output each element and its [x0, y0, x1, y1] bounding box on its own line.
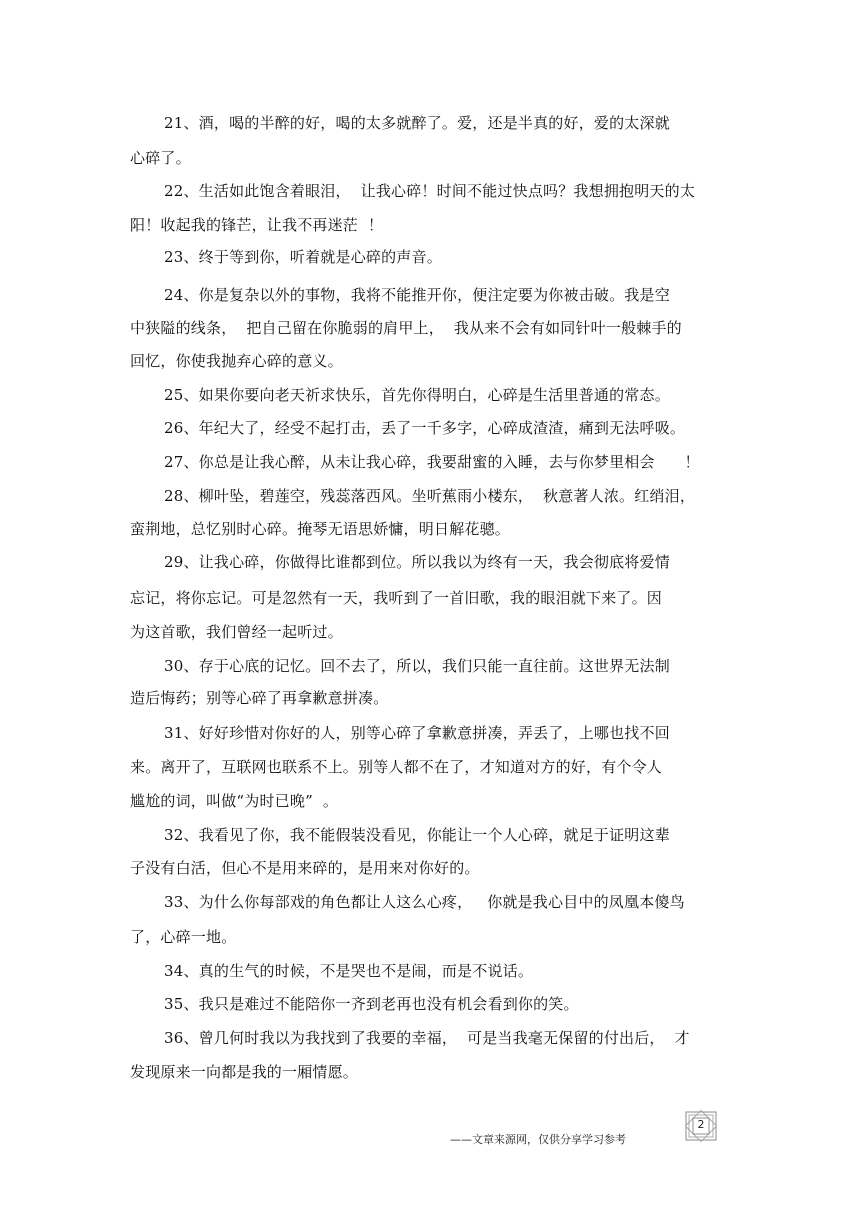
text-line: 32、我看见了你，我不能假装没看见，你能让一个人心碎，就足于证明这辈 [164, 826, 670, 844]
text-line: 26、年纪大了，经受不起打击，丢了一千多字，心碎成渣渣，痛到无法呼吸。 [164, 419, 686, 437]
footer-source-note: ——文章来源网，仅供分享学习参考 [450, 1133, 626, 1146]
text-line: 34、真的生气的时候，不是哭也不是闹，而是不说话。 [164, 962, 534, 980]
text-line: 造后悔药；别等心碎了再拿歉意拼凑。 [130, 689, 389, 707]
text-line: 28、柳叶坠，碧莲空，残蕊落西风。坐听蕉雨小楼东， 秋意著人浓。红绡泪， [164, 487, 696, 505]
text-line: 31、好好珍惜对你好的人，别等心碎了拿歉意拼凑，弄丢了，上哪也找不回 [164, 724, 670, 742]
text-line: 心碎了。 [130, 149, 191, 167]
text-line: 33、为什么你每部戏的角色都让人这么心疼， 你就是我心目中的凤凰本傻鸟 [164, 893, 685, 911]
text-line: 为这首歌，我们曾经一起听过。 [130, 623, 343, 641]
text-line: 回忆，你使我抛弃心碎的意义。 [130, 352, 343, 370]
text-line: 21、酒，喝的半醉的好，喝的太多就醉了。爱，还是半真的好，爱的太深就 [164, 114, 670, 132]
text-line: 23、终于等到你，听着就是心碎的声音。 [164, 248, 442, 266]
text-line: 27、你总是让我心醉，从未让我心碎，我要甜蜜的入睡，去与你梦里相会 ！ [164, 453, 700, 471]
text-line: 29、让我心碎，你做得比谁都到位。所以我以为终有一天，我会彻底将爱情 [164, 553, 670, 571]
text-line: 35、我只是难过不能陪你一齐到老再也没有机会看到你的笑。 [164, 995, 579, 1013]
text-line: 24、你是复杂以外的事物，我将不能推开你，便注定要为你被击破。我是空 [164, 286, 670, 304]
text-line: 25、如果你要向老天祈求快乐，首先你得明白，心碎是生活里普通的常态。 [164, 386, 670, 404]
text-line: 发现原来一向都是我的一厢情愿。 [130, 1063, 359, 1081]
text-line: 尴尬的词，叫做“为时已晚” 。 [130, 792, 339, 810]
text-line: 来。离开了，互联网也联系不上。别等人都不在了，才知道对方的好，有个令人 [130, 758, 663, 776]
page-number-badge [680, 1107, 722, 1145]
text-line: 蛮荆地，总忆别时心碎。掩琴无语思娇慵，明日解花骢。 [130, 520, 511, 538]
text-line: 22、生活如此饱含着眼泪， 让我心碎！时间不能过快点吗？我想拥抱明天的太 [164, 182, 696, 200]
text-line: 忘记，将你忘记。可是忽然有一天，我听到了一首旧歌，我的眼泪就下来了。因 [130, 589, 663, 607]
text-line: 30、存于心底的记忆。回不去了，所以，我们只能一直往前。这世界无法制 [164, 657, 670, 675]
text-line: 中狭隘的线条， 把自己留在你脆弱的肩甲上， 我从来不会有如同针叶一般棘手的 [130, 319, 682, 337]
text-line: 子没有白活，但心不是用来碎的，是用来对你好的。 [130, 859, 480, 877]
text-line: 了，心碎一地。 [130, 928, 237, 946]
text-line: 阳！收起我的锋芒，让我不再迷茫 ！ [130, 216, 384, 234]
text-line: 36、曾几何时我以为我找到了我要的幸福， 可是当我毫无保留的付出后， 才 [164, 1029, 690, 1047]
page-number: 2 [697, 1118, 705, 1131]
